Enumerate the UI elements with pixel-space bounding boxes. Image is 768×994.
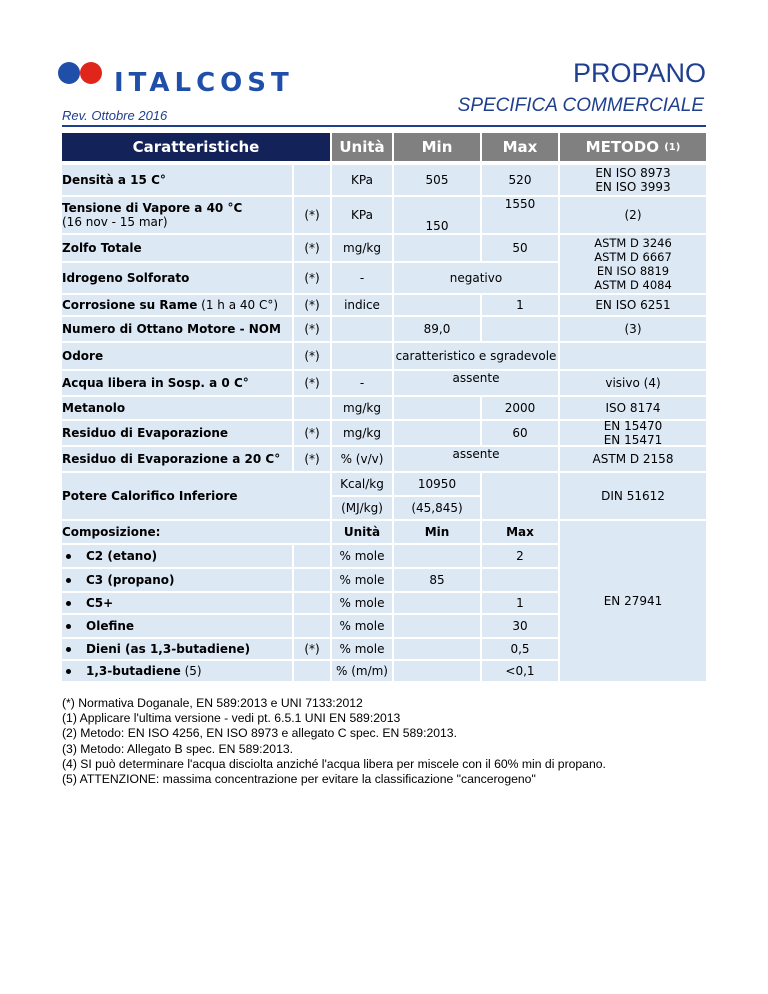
row-label-text: Residuo di Evaporazione a 20 C° [62,452,281,466]
row-unit: - [332,371,392,395]
composition-item-label [62,593,292,613]
composition-min-header [394,521,480,543]
row-unit: (MJ/kg) [332,497,392,519]
row-label-text: Acqua libera in Sosp. a 0 C° [62,376,249,390]
footnote: (1) Applicare l'ultima versione - vedi pt. 6.5.1 UNI EN 589:2013 [62,711,401,726]
row-label-text: Odore [62,349,104,363]
row-value: caratteristico e sgradevole [394,343,558,369]
logo-red-dot [80,62,102,84]
row-method: ASTM D 2158 [560,447,706,471]
composition-item-star: (*) [294,639,330,659]
row-label [62,421,292,445]
bullet-icon [66,578,71,583]
row-star: (*) [294,421,330,445]
row-label [62,263,292,293]
row-star: (*) [294,295,330,315]
row-min [394,421,480,445]
row-method: (2) [560,197,706,233]
document-subtitle: SPECIFICA COMMERCIALE [457,95,704,116]
composition-item-label [62,615,292,637]
header-caratteristiche: Caratteristiche [62,133,330,161]
composition-item-star [294,661,330,681]
footnotes [62,696,606,787]
composition-item-star [294,593,330,613]
row-unit: mg/kg [332,421,392,445]
composition-item-min [394,639,480,659]
bullet-icon [66,601,71,606]
row-unit: Kcal/kg [332,473,392,495]
row-label [62,447,292,471]
composition-item-max: 1 [482,593,558,613]
composition-max-label: Max [506,525,534,539]
row-label-text: Numero di Ottano Motore - NOM [62,322,281,336]
row-star [294,397,330,419]
header-divider [62,125,706,127]
footnote: (3) Metodo: Allegato B spec. EN 589:2013. [62,741,294,756]
composition-item-label [62,569,292,591]
composition-item-star [294,545,330,567]
row-max: 60 [482,421,558,445]
row-label [62,295,292,315]
row-method: (3) [560,317,706,341]
composition-min-label: Min [424,525,450,539]
revision-date: Rev. Ottobre 2016 [62,108,168,123]
row-label [62,397,292,419]
row-min [394,397,480,419]
composition-title-text: Composizione: [62,525,161,539]
row-star [294,165,330,195]
row-label-text: Tensione di Vapore a 40 °C [62,201,243,215]
row-unit: mg/kg [332,235,392,261]
composition-item-text: 1,3-butadiene [86,664,181,678]
row-method: ISO 8174 [560,397,706,419]
composition-max-header [482,521,558,543]
header-unita: Unità [332,133,392,161]
row-max [482,473,558,519]
header-metodo-label: METODO [585,138,659,156]
composition-item-text: C2 (etano) [86,549,158,563]
row-method: ASTM D 3246 ASTM D 6667 EN ISO 8819 ASTM D 4084 [560,235,706,293]
row-max: 50 [482,235,558,261]
row-max: 1 [482,295,558,315]
row-max: 1550 [482,197,558,233]
footnote: (5) ATTENZIONE: massima concentrazione per evitare la classificazione "cancerogeno" [62,772,536,787]
footnote: (*) Normativa Doganale, EN 589:2013 e UNI 7133:2012 [62,696,363,710]
footnote: (2) Metodo: EN ISO 4256, EN ISO 8973 e allegato C spec. EN 589:2013. [62,726,457,741]
row-label [62,197,292,233]
row-label-text: Zolfo Totale [62,241,142,255]
composition-item-min [394,661,480,681]
composition-item-label [62,639,292,659]
composition-item-unit: % mole [332,593,392,613]
composition-item-max: <0,1 [482,661,558,681]
row-method: EN ISO 8973 EN ISO 3993 [560,165,706,195]
row-value: negativo [394,263,558,293]
row-min: 89,0 [394,317,480,341]
row-unit: KPa [332,197,392,233]
row-star: (*) [294,263,330,293]
row-max [482,317,558,341]
row-label-text: Metanolo [62,401,126,415]
bullet-icon [66,624,71,629]
row-label [62,473,330,519]
row-label-text: Potere Calorifico Inferiore [62,489,238,503]
header-metodo [560,133,706,161]
composition-item-min [394,545,480,567]
row-min [394,295,480,315]
row-unit: % (v/v) [332,447,392,471]
row-value: assente [394,447,558,471]
composition-item-min [394,615,480,637]
composition-item-max: 0,5 [482,639,558,659]
row-method: EN ISO 6251 [560,295,706,315]
composition-item-star [294,569,330,591]
composition-item-text: Olefine [86,619,135,633]
row-min: 150 [394,197,480,233]
composition-method: EN 27941 [560,521,706,681]
composition-item-text: C3 (propano) [86,573,175,587]
row-method: EN 15470 EN 15471 [560,421,706,445]
bullet-icon [66,554,71,559]
composition-item-max [482,569,558,591]
row-unit: mg/kg [332,397,392,419]
row-max: 520 [482,165,558,195]
composition-unit-header [332,521,392,543]
composition-item-label [62,661,292,681]
bullet-icon [66,647,71,652]
row-method [560,343,706,369]
composition-item-unit: % mole [332,639,392,659]
row-label [62,343,292,369]
composition-item-min [394,593,480,613]
row-method: DIN 51612 [560,473,706,519]
row-star: (*) [294,317,330,341]
row-label-text: Residuo di Evaporazione [62,426,229,440]
composition-item-max: 2 [482,545,558,567]
composition-item-max: 30 [482,615,558,637]
composition-item-unit: % (m/m) [332,661,392,681]
row-label [62,317,292,341]
row-label-suffix: (1 h a 40 C°) [201,298,279,312]
row-label-text: Idrogeno Solforato [62,271,190,285]
row-star: (*) [294,343,330,369]
logo-blue-dot [58,62,80,84]
header-max: Max [482,133,558,161]
row-min: 10950 [394,473,480,495]
composition-item-unit: % mole [332,569,392,591]
bullet-icon [66,669,71,674]
company-logo [58,62,308,102]
row-label-text: Corrosione su Rame [62,298,198,312]
composition-unit-label: Unità [343,525,381,539]
footnote: (4) SI può determinare l'acqua disciolta anziché l'acqua libera per miscele con il 60% min di propano. [62,756,606,771]
row-value: assente [394,371,558,395]
composition-item-unit: % mole [332,615,392,637]
row-unit: indice [332,295,392,315]
row-label-text: Densità a 15 C° [62,173,166,187]
row-min: 505 [394,165,480,195]
composition-title [62,521,330,543]
composition-item-min: 85 [394,569,480,591]
product-title: PROPANO [572,58,706,88]
logo-wordmark: ITALCOST [114,68,294,98]
row-unit [332,317,392,341]
row-star: (*) [294,447,330,471]
composition-item-suffix: (5) [184,664,202,678]
row-label [62,165,292,195]
row-star: (*) [294,371,330,395]
composition-item-unit: % mole [332,545,392,567]
row-min [394,235,480,261]
row-max: 2000 [482,397,558,419]
composition-item-text: Dieni (as 1,3-butadiene) [86,642,251,656]
row-method: visivo (4) [560,371,706,395]
row-unit: KPa [332,165,392,195]
composition-item-text: C5+ [86,596,114,610]
header-min: Min [394,133,480,161]
row-star: (*) [294,235,330,261]
composition-item-star [294,615,330,637]
row-unit [332,343,392,369]
row-label-sub: (16 nov - 15 mar) [62,215,168,229]
row-label [62,235,292,261]
composition-item-label [62,545,292,567]
row-unit: - [332,263,392,293]
row-star: (*) [294,197,330,233]
header-metodo-note: (1) [664,141,681,153]
row-label [62,371,292,395]
row-min: (45,845) [394,497,480,519]
